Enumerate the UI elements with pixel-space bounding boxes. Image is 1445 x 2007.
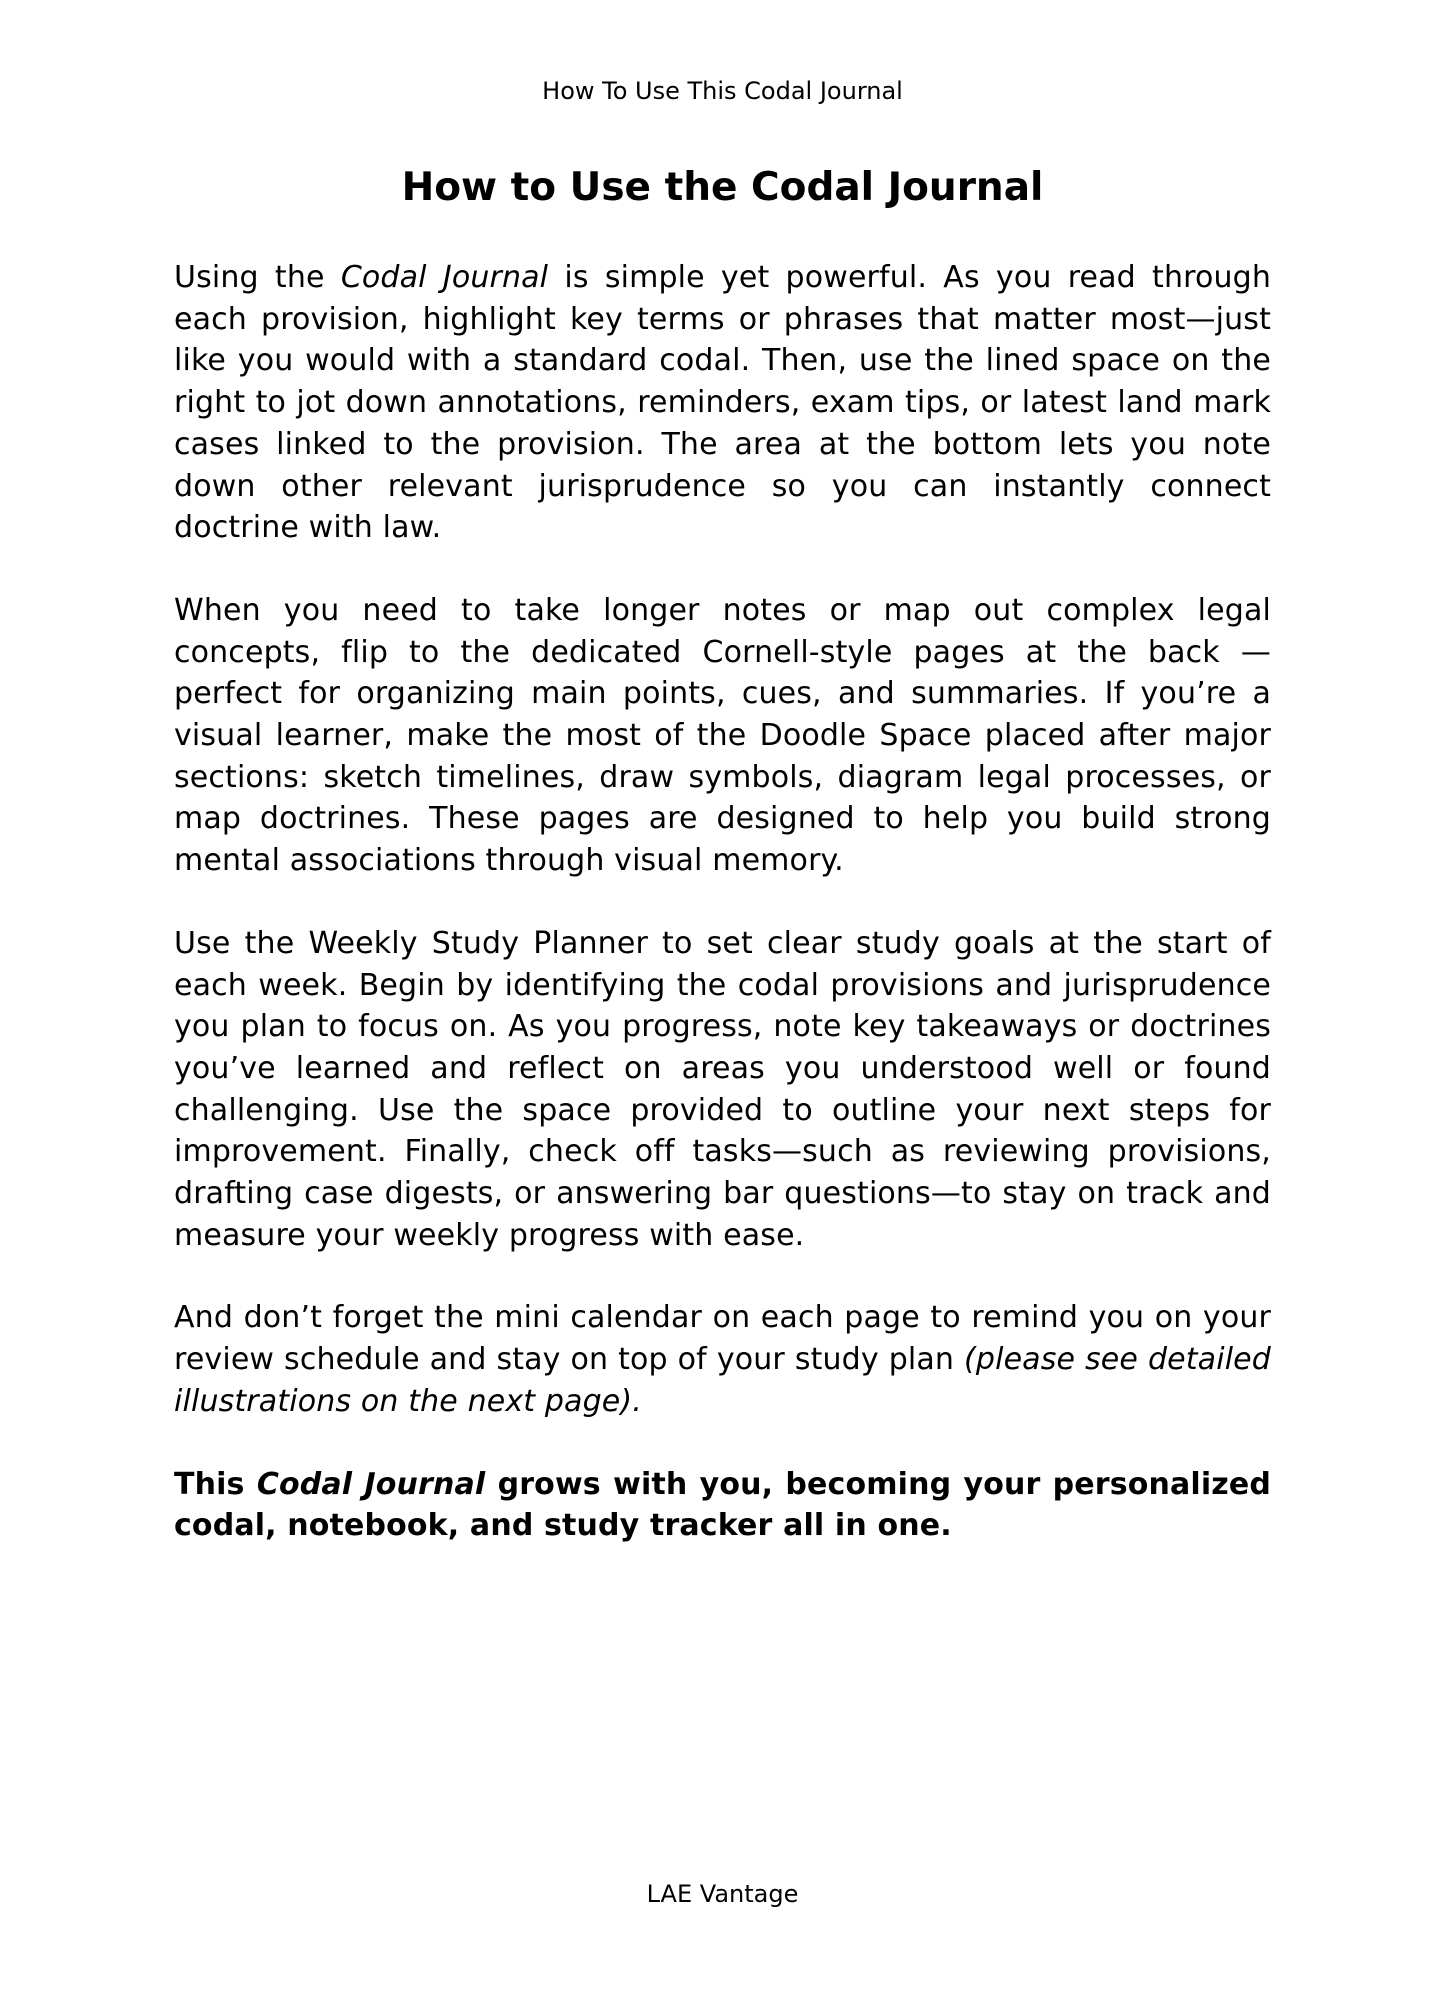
- illustrations-note-emphasis: (please see detailed illustrations on the next page).: [174, 1342, 1271, 1419]
- paragraph-using-journal: [174, 257, 1271, 549]
- running-footer: LAE Vantage: [646, 1880, 799, 1908]
- paragraph-lead: And don’t forget the mini calendar on each page to remind you on your review schedule and stay on top of your study plan: [174, 1300, 1271, 1378]
- paragraph-mini-calendar: [174, 1297, 1271, 1422]
- body-text: [174, 257, 1271, 1588]
- running-header: How To Use This Codal Journal: [542, 77, 903, 105]
- journal-name-emphasis: Codal Journal: [256, 1466, 486, 1502]
- paragraph-weekly-planner: Use the Weekly Study Planner to set clear study goals at the start of each week. Begin by identifying the codal provisions and jurisprudence you plan to focus on. As you progress, note key takeaways or doctrines you’ve learned and reflect on areas you understood well or found challenging. Use the space provided to outline your next steps for improvement. Finally, check off tasks—such as reviewing provisions, drafting case digests, or answering bar questions—to stay on track and measure your weekly progress with ease.: [174, 925, 1271, 1253]
- page-title: How to Use the Codal Journal: [401, 165, 1044, 210]
- journal-name-emphasis: Codal Journal: [340, 260, 549, 295]
- paragraph-lead: This: [174, 1466, 257, 1502]
- paragraph-cornell-doodle: When you need to take longer notes or map out complex legal concepts, flip to the dedicated Cornell-style pages at the back — perfect for organizing main points, cues, and summaries. If you’re a visual learner, make the most of the Doodle Space placed after major sections: sketch timelines, draw symbols, diagram legal processes, or map doctrines. These pages are designed to help you build strong mental associations through visual memory.: [174, 592, 1271, 879]
- paragraph-rest: is simple yet powerful. As you read through each provision, highlight key terms or phrases that matter most—just like you would with a standard codal. Then, use the lined space on the right to jot down annotations, reminders, exam tips, or latest land mark cases linked to the provision. The area at the bottom lets you note down other relevant jurisprudence so you can instantly connect doctrine with law.: [174, 260, 1271, 546]
- paragraph-rest: grows with you, becoming your personalized codal, notebook, and study tracker all in one.: [174, 1466, 1271, 1544]
- paragraph-closing-statement: [174, 1464, 1271, 1547]
- paragraph-lead: Using the: [174, 260, 341, 295]
